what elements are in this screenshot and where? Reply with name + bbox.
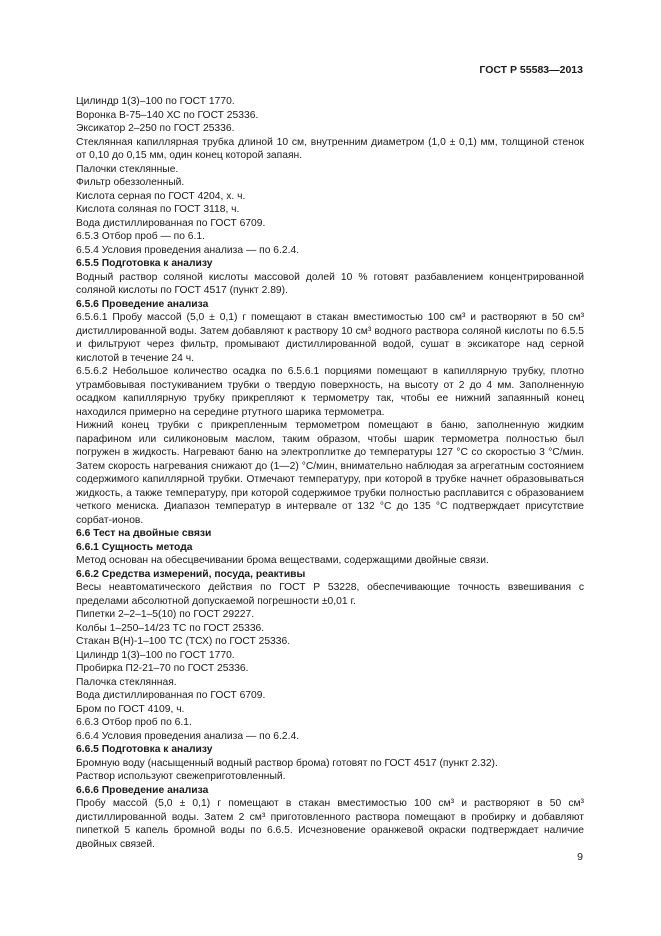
body-paragraph: Весы неавтоматического действия по ГОСТ Р 53228, обеспечивающие точность взвешивания с пределами абсолютной допускаемой погрешности ±0,01 г. <box>76 582 584 607</box>
document-header: ГОСТ Р 55583—2013 <box>479 64 583 76</box>
body-paragraph: Бром по ГОСТ 4109, ч. <box>76 703 185 715</box>
body-paragraph: 6.6.3 Отбор проб по 6.1. <box>76 717 192 728</box>
body-paragraph: Палочки стеклянные. <box>76 163 179 175</box>
section-heading: 6.6.2 Средства измерений, посуда, реактивы <box>76 568 306 580</box>
body-paragraph: Пробу массой (5,0 ± 0,1) г помещают в стакан вместимостью 100 см³ и растворяют в 50 см³ дистиллированной воды. Затем 2 см³ приготовленного раствора помещают в пробирку и добавляют пипеткой 5 капель бромной воды по 6.6.5. Исчезновение оранжевой окраски подтверждает наличие двойных связей. <box>76 798 584 850</box>
body-paragraph: 6.5.3 Отбор проб — по 6.1. <box>76 231 205 242</box>
body-paragraph: Палочка стеклянная. <box>76 676 177 688</box>
body-paragraph: Воронка В-75–140 ХС по ГОСТ 25336. <box>76 109 259 121</box>
body-paragraph: Пробирка П2-21–70 по ГОСТ 25336. <box>76 663 249 674</box>
body-paragraph: Пипетки 2–2–1–5(10) по ГОСТ 29227. <box>76 609 255 620</box>
body-paragraph: 6.6.4 Условия проведения анализа — по 6.2.4. <box>76 730 300 742</box>
body-paragraph: Раствор используют свежеприготовленный. <box>76 771 286 782</box>
body-paragraph: Вода дистиллированная по ГОСТ 6709. <box>76 690 266 701</box>
section-heading: 6.5.6 Проведение анализа <box>76 298 209 310</box>
body-paragraph: Бромную воду (насыщенный водный раствор брома) готовят по ГОСТ 4517 (пункт 2.32). <box>76 757 498 769</box>
body-paragraph: Вода дистиллированная по ГОСТ 6709. <box>76 217 266 229</box>
body-paragraph: Кислота соляная по ГОСТ 3118, ч. <box>76 204 240 215</box>
body-paragraph: Колбы 1–250–14/23 ТС по ГОСТ 25336. <box>76 622 265 634</box>
body-paragraph: Кислота серная по ГОСТ 4204, х. ч. <box>76 190 246 202</box>
body-paragraph: Эксикатор 2–250 по ГОСТ 25336. <box>76 123 235 134</box>
body-paragraph: Метод основан на обесцвечивании брома веществами, содержащими двойные связи. <box>76 555 489 566</box>
body-paragraph: Нижний конец трубки с прикрепленным термометром помещают в баню, заполненную жидким парафином или силиконовым маслом, таким образом, чтобы шарик термометра полностью был погружен в жидкость. Нагревают баню на электроплитке до температуры 127 °С со скоростью 3 °С/мин. Затем скорость нагревания снижают до (1—2) °С/мин, внимательно наблюдая за агрегатным состоянием содержимого капиллярной трубки. Отмечают температуру, при которой в трубке начнет образовываться жидкость, а также температуру, при которой содержимое трубки полностью расплавится с образованием четкого мениска. Диапазон температур в интервале от 132 °С до 135 °С подтверждает присутствие сорбат-ионов. <box>76 420 584 526</box>
section-heading: 6.6 Тест на двойные связи <box>76 528 212 539</box>
body-paragraph: Стакан В(Н)-1–100 ТС (ТСХ) по ГОСТ 25336. <box>76 636 291 647</box>
page-number: 9 <box>577 851 583 863</box>
body-paragraph: 6.5.6.2 Небольшое количество осадка по 6.5.6.1 порциями помещают в капиллярную трубку, плотно утрамбовывая постукиванием трубки о твердую поверхность, на высоту от 2 до 4 мм. Заполненную осадком капиллярную трубку прикрепляют к термометру так, чтобы ее нижний запаянный конец находился примерно на середине ртутного шарика термометра. <box>76 366 584 418</box>
section-heading: 6.6.6 Проведение анализа <box>76 784 209 796</box>
section-heading: 6.6.5 Подготовка к анализу <box>76 744 213 755</box>
body-paragraph: Цилиндр 1(3)–100 по ГОСТ 1770. <box>76 96 235 107</box>
section-heading: 6.5.5 Подготовка к анализу <box>76 258 213 269</box>
body-paragraph: 6.5.6.1 Пробу массой (5,0 ± 0,1) г помещают в стакан вместимостью 100 см³ и растворяют в 50 см³ дистиллированной воды. Затем добавляют к раствору 10 см³ водного раствора соляной кислоты по 6.5.5 и фильтруют через фильтр, промывают дистиллированной водой, сушат в эксикаторе над серной кислотой в течение 24 ч. <box>76 312 584 364</box>
body-paragraph: Цилиндр 1(3)–100 по ГОСТ 1770. <box>76 649 235 661</box>
document-body <box>76 95 584 851</box>
body-paragraph: Фильтр обеззоленный. <box>76 177 185 188</box>
body-paragraph: 6.5.4 Условия проведения анализа — по 6.2.4. <box>76 244 300 256</box>
body-paragraph: Водный раствор соляной кислоты массовой долей 10 % готовят разбавлением концентрированной соляной кислоты по ГОСТ 4517 (пункт 2.89). <box>76 271 584 296</box>
body-paragraph: Стеклянная капиллярная трубка длиной 10 см, внутренним диаметром (1,0 ± 0,1) мм, толщиной стенок от 0,10 до 0,15 мм, один конец которой запаян. <box>76 136 584 161</box>
section-heading: 6.6.1 Сущность метода <box>76 541 193 553</box>
